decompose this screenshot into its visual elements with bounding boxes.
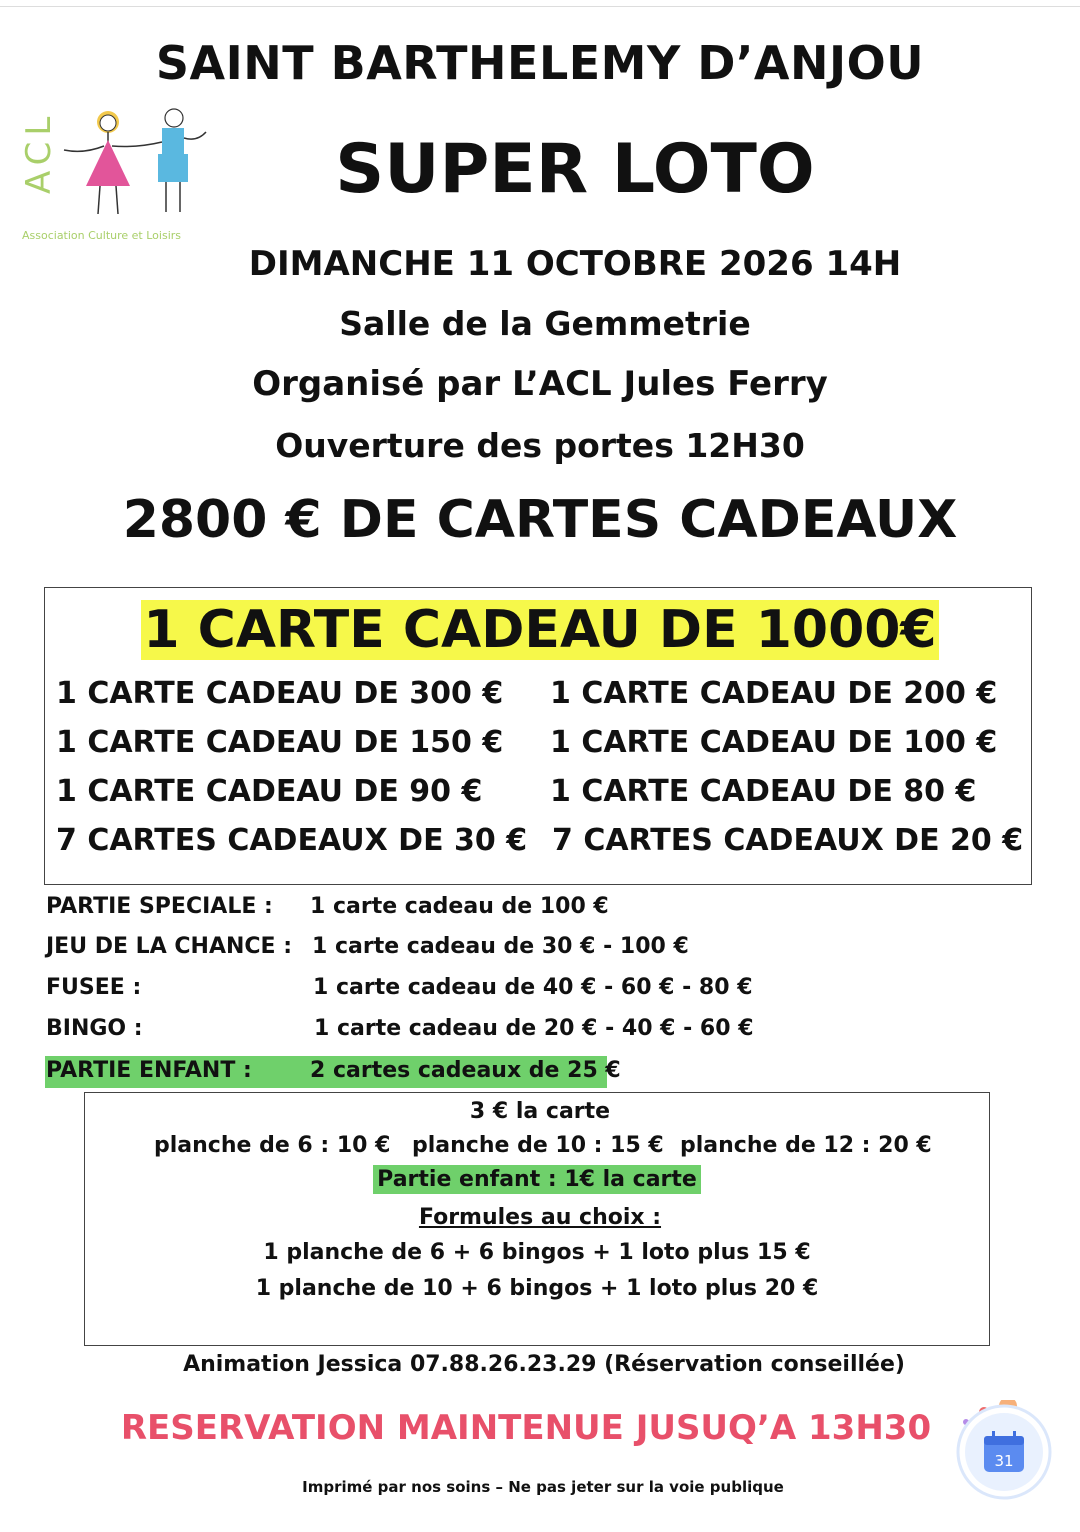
doors-opening: Ouverture des portes 12H30 (275, 426, 805, 465)
grand-prize (0, 600, 1080, 660)
formula-2: 1 planche de 10 + 6 bingos + 1 loto plus 20 € (255, 1276, 819, 1301)
child-price-row (0, 1167, 1074, 1192)
extra-label-chance: JEU DE LA CHANCE : (46, 934, 293, 959)
event-venue: Salle de la Gemmetrie (339, 304, 751, 343)
grand-prize-text: 1 CARTE CADEAU DE 1000€ (143, 600, 937, 660)
event-organizer: Organisé par L’ACL Jules Ferry (252, 364, 828, 404)
extra-value-enfant: 2 cartes cadeaux de 25 € (310, 1058, 621, 1083)
extra-value-chance: 1 carte cadeau de 30 € - 100 € (312, 934, 689, 959)
svg-text:ACL: ACL (19, 110, 59, 194)
animation-contact: Animation Jessica 07.88.26.23.29 (Réservation conseillée) (183, 1352, 905, 1377)
extra-label-enfant: PARTIE ENFANT : (46, 1058, 252, 1083)
formula-1: 1 planche de 6 + 6 bingos + 1 loto plus 15 € (263, 1240, 811, 1265)
calendar-badge[interactable] (956, 1400, 1052, 1500)
extra-value-bingo: 1 carte cadeau de 20 € - 40 € - 60 € (314, 1016, 754, 1041)
reservation-deadline: RESERVATION MAINTENUE JUSUQ’A 13H30 (120, 1408, 932, 1448)
planche-10-price: planche de 10 : 15 € (412, 1133, 664, 1158)
event-date: DIMANCHE 11 OCTOBRE 2026 14H (248, 244, 902, 284)
prize-right-1: 1 CARTE CADEAU DE 200 € (550, 676, 998, 711)
town-title: SAINT BARTHELEMY D’ANJOU (155, 36, 925, 90)
top-border (0, 6, 1080, 7)
total-prizes: 2800 € DE CARTES CADEAUX (122, 490, 958, 550)
extra-value-speciale: 1 carte cadeau de 100 € (310, 894, 609, 919)
prize-left-3: 1 CARTE CADEAU DE 90 € (56, 774, 483, 809)
planche-12-price: planche de 12 : 20 € (680, 1133, 932, 1158)
extra-label-bingo: BINGO : (46, 1016, 143, 1041)
extra-label-fusee: FUSEE : (46, 975, 142, 1000)
card-price: 3 € la carte (469, 1099, 611, 1124)
prize-right-3: 1 CARTE CADEAU DE 80 € (550, 774, 977, 809)
extra-value-fusee: 1 carte cadeau de 40 € - 60 € - 80 € (313, 975, 753, 1000)
formulas-title: Formules au choix : (418, 1205, 662, 1230)
prize-left-1: 1 CARTE CADEAU DE 300 € (56, 676, 504, 711)
calendar-day: 31 (994, 1452, 1014, 1470)
prize-left-2: 1 CARTE CADEAU DE 150 € (56, 725, 504, 760)
planche-6-price: planche de 6 : 10 € (154, 1133, 391, 1158)
extra-label-speciale: PARTIE SPECIALE : (46, 894, 273, 919)
prize-right-2: 1 CARTE CADEAU DE 100 € (550, 725, 998, 760)
logo-caption: Association Culture et Loisirs (22, 229, 182, 242)
calendar-icon (956, 1400, 1052, 1500)
event-title: SUPER LOTO (335, 130, 815, 209)
prize-left-4: 7 CARTES CADEAUX DE 30 € (56, 823, 528, 858)
print-notice: Imprimé par nos soins – Ne pas jeter sur la voie publique (302, 1478, 784, 1496)
child-price: Partie enfant : 1€ la carte (373, 1165, 701, 1194)
prize-right-4: 7 CARTES CADEAUX DE 20 € (552, 823, 1024, 858)
